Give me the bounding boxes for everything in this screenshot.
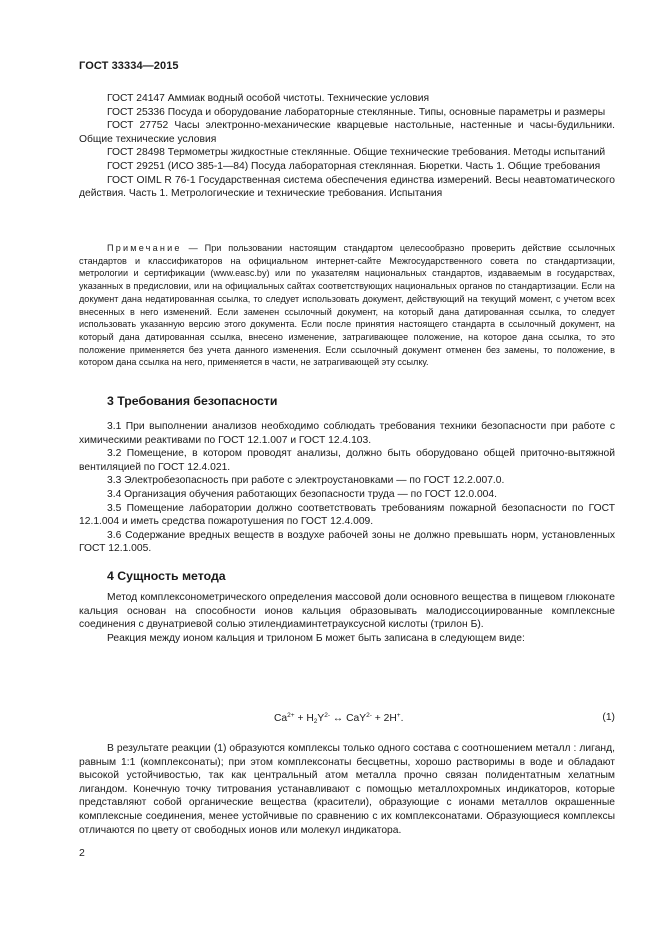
clause-item: 3.2 Помещение, в котором проводят анализы, должно быть оборудовано общей приточно-вытяжной вентиляцией по ГОСТ 12.4.021. <box>79 448 615 473</box>
section-4-intro <box>79 591 615 645</box>
formula-expression: $Ca^{2+} + H_2Y^{2-}$ ↔ CaY$^{2-}$ + 2H+. <box>274 712 404 725</box>
page-number: 2 <box>79 847 85 859</box>
formula-number: (1) <box>602 712 615 723</box>
clause-item: 3.1 При выполнении анализов необходимо соблюдать требования техники безопасности при работе с химическими реактивами по ГОСТ 12.1.007 и ГОСТ 12.4.103. <box>79 421 615 446</box>
clause-item: 3.3 Электробезопасность при работе с электроустановками — по ГОСТ 12.2.007.0. <box>107 475 505 487</box>
reference-item: ГОСТ 25336 Посуда и оборудование лабораторные стеклянные. Типы, основные параметры и размеры <box>107 106 606 118</box>
reference-item: ГОСТ OIML R 76-1 Государственная система обеспечения единства измерений. Весы неавтоматического действия. Часть 1. Метрологические и технические требования. Испытания <box>79 174 615 200</box>
document-header: ГОСТ 33334—2015 <box>79 60 179 72</box>
section-4-body <box>79 742 615 837</box>
clause-item: 3.5 Помещение лаборатории должно соответствовать требованиям пожарной безопасности по ГОСТ 12.1.004 и иметь средства пожаротушения по ГОСТ 12.4.009. <box>79 502 615 528</box>
paragraph: В результате реакции (1) образуются комплексы только одного состава с соотношением металл : лиганд, равным 1:1 (комплексонаты); при этом комплексонаты бесцветны, хорошо растворимы в воде и обладают высокой устойчивостью, так как центральный атом металла прочно связан полидентатным хелатным лигандом. Конечную точку титрования устанавливают с помощью металлохромных индикаторов, которые представляют собой органические вещества (красители), образующие с ионами металлов окрашенные комплексные соединения, менее устойчивые по сравнению с их комплексонатами. Образующиеся комплексы отличаются по цвету от свободных ионов или молекул индикатора. <box>79 743 615 836</box>
clause-item: 3.6 Содержание вредных веществ в воздухе рабочей зоны не должно превышать норм, установленных ГОСТ 12.1.005. <box>79 529 615 555</box>
note-text: — При пользовании настоящим стандартом целесообразно проверить действие ссылочных стандартов и классификаторов на официальном интернет-сайте Межгосударственного совета по стандартизации, метрологии и сертификации (www.easc.by) или по указателям национальных стандартов, издаваемым в государствах, указанных в предисловии, или на официальных сайтах соответствующих национальных органов по стандартизации. Если на документ дана недатированная ссылка, то следует использовать документ, действующий на текущий момент, с учетом всех внесенных в него изменений. Если заменен ссылочный документ, на который дана датированная ссылка, то следует использовать указанную версию этого документа. Если после принятия настоящего стандарта в ссылочный документ, на который дана датированная ссылка, внесено изменение, затрагивающее положение, на которое дана ссылка, то это положение применяется без учета данного изменения. Если ссылочный документ отменен без замены, то положение, в котором дана ссылка на него, применяется в части, не затрагивающей эту ссылку. <box>79 243 615 368</box>
section-4-heading: 4 Сущность метода <box>107 569 226 583</box>
section-3-heading: 3 Требования безопасности <box>107 394 278 408</box>
reference-list <box>79 92 615 201</box>
paragraph: Реакция между ионом кальция и трилоном Б может быть записана в следующем виде: <box>107 632 525 644</box>
reference-item: ГОСТ 29251 (ИСО 385-1—84) Посуда лабораторная стеклянная. Бюретки. Часть 1. Общие требования <box>107 160 601 172</box>
note-label: Примечание <box>107 243 182 253</box>
clause-item: 3.4 Организация обучения работающих безопасности труда — по ГОСТ 12.0.004. <box>107 488 497 500</box>
reference-item: ГОСТ 28498 Термометры жидкостные стеклянные. Общие технические требования. Методы испытаний <box>107 147 606 159</box>
reaction-formula <box>79 712 615 728</box>
reference-item: ГОСТ 27752 Часы электронно-механические кварцевые настольные, настенные и часы-будильники. Общие технические условия <box>79 120 615 145</box>
section-3-body <box>79 420 615 556</box>
note-paragraph <box>79 242 615 369</box>
reference-item: ГОСТ 24147 Аммиак водный особой чистоты. Технические условия <box>107 93 430 104</box>
paragraph: Метод комплексонометрического определения массовой доли основного вещества в пищевом глюконате кальция основан на способности ионов кальция образовывать малодиссоциированные комплексные соединения с двунатриевой солью этилендиаминтетрауксусной кислоты (трилон Б). <box>79 592 615 631</box>
